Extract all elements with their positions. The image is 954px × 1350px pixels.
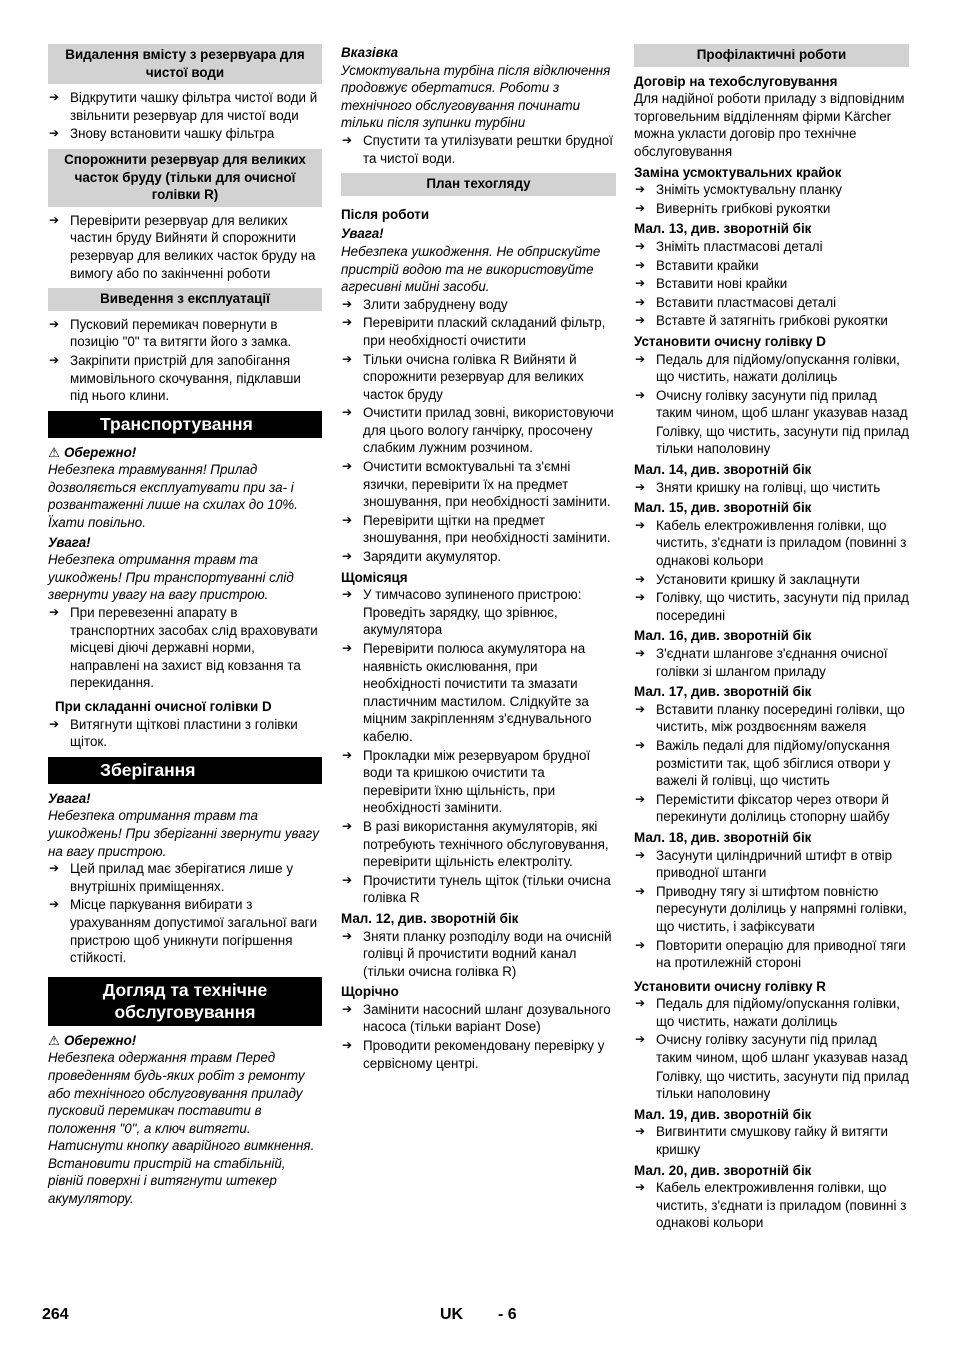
list-item: ➔ Виверніть грибкові рукоятки xyxy=(634,200,909,218)
list-item: ➔ Засунути циліндричний штифт в отвір приводної штанги xyxy=(634,847,909,882)
heading-empty-debris-tank: Спорожнити резервуар для великих часток бруду (тільки для очисної голівки R) xyxy=(48,149,322,207)
list-item: ➔ У тимчасово зупиненого пристрою: Проведіть зарядку, що зрівнює, акумулятора xyxy=(341,586,616,639)
heading-fig-16: Мал. 16, див. зворотній бік xyxy=(634,628,812,644)
list-item: ➔ Спустити та утилізувати рештки брудної та чистої води. xyxy=(341,132,616,167)
list-item: ➔ Установити кришку й заклацнути xyxy=(634,571,909,589)
list-fig-16 xyxy=(634,645,909,680)
care-caution-label: ⚠ Обережно! xyxy=(48,1032,137,1048)
list-item: ➔ Очисну голівку засунути під прилад таким чином, щоб шланг указував назад xyxy=(634,387,909,422)
list-fig-20 xyxy=(634,1179,909,1232)
heading-maintenance-plan: План техогляду xyxy=(341,173,616,196)
list-fig-12 xyxy=(341,928,616,981)
heading-decommission: Виведення з експлуатації xyxy=(48,288,322,311)
list-item: ➔ Злити забруднену воду xyxy=(341,296,616,314)
list-storage xyxy=(48,860,322,967)
list-item: ➔ Замінити насосний шланг дозувального насоса (тільки варіант Dose) xyxy=(341,1001,616,1036)
heading-install-d: Установити очисну голівку D xyxy=(634,333,826,349)
contract-text: Для надійної роботи приладу з відповідним торговельним відділенням фірми Kärcher можна укласти договір про технічне обслуговування xyxy=(634,91,905,159)
after-attention-label: Увага! xyxy=(341,226,384,242)
list-item: ➔ Закріпити пристрій для запобігання мимовільного скочування, підклавши під нього клини. xyxy=(48,352,322,405)
list-item: ➔ Очисну голівку засунути під прилад таким чином, щоб шланг указував назад xyxy=(634,1031,909,1066)
list-item: ➔ Вигвинтити смушкову гайку й витягти кришку xyxy=(634,1123,909,1158)
heading-monthly: Щомісяця xyxy=(341,569,408,585)
list-item: ➔ Педаль для підйому/опускання голівки, що чистить, нажати долілиць xyxy=(634,995,909,1030)
list-item: ➔ Кабель електроживлення голівки, що чистить, з'єднати із приладом (повинні з однакові кольори xyxy=(634,517,909,570)
list-item: ➔ Відкрутити чашку фільтра чистої води й звільнити резервуар для чистої води xyxy=(48,89,322,124)
column-right xyxy=(634,44,909,1233)
heading-fig-12: Мал. 12, див. зворотній бік xyxy=(341,910,519,926)
list-item: ➔ Вставити пластмасові деталі xyxy=(634,294,909,312)
heading-contract: Договір на техобслуговування xyxy=(634,73,838,89)
list-transport xyxy=(48,604,322,692)
warning-triangle-icon: ⚠ xyxy=(48,1032,61,1048)
after-attention-text: Небезпека ушкодження. Не обприскуйте пристрій водою та не використовуйте агресивні мийні засоби. xyxy=(341,243,601,295)
heading-yearly: Щорічно xyxy=(341,984,399,1000)
list-item: ➔ Зніміть усмоктувальну планку xyxy=(634,181,909,199)
heading-after-work: Після роботи xyxy=(341,206,430,222)
list-item: ➔ Вставте й затягніть грибкові рукоятки xyxy=(634,312,909,330)
list-item: ➔ Очистити прилад зовні, використовуючи для цього вологу ганчірку, просочену слабким лужним розчином. xyxy=(341,404,616,457)
storage-attention-text: Небезпека отримання травм та ушкоджень! При зберіганні звернути увагу на вагу пристрою. xyxy=(48,808,319,859)
install-d-note: Голівку, що чистить, засунути під прилад тільки наполовину xyxy=(656,423,909,457)
heading-fold-head: При складанні очисної голівки D xyxy=(55,699,272,714)
list-fig-13 xyxy=(634,238,909,330)
list-item: ➔ Перевірити щітки на предмет зношування, при необхідності замінити. xyxy=(341,512,616,547)
list-item: ➔ Зняти кришку на голівці, що чистить xyxy=(634,479,909,497)
heading-preventive: Профілактичні роботи xyxy=(634,44,909,67)
list-fig-17 xyxy=(634,701,909,826)
list-monthly xyxy=(341,586,616,907)
list-item: ➔ При перевезенні апарату в транспортних засобах слід враховувати місцеві діючі державні норми, направлені на захист від ковзання та перекидання. xyxy=(48,604,322,692)
column-left xyxy=(48,44,322,1208)
list-yearly xyxy=(341,1001,616,1072)
list-item: ➔ Місце паркування вибирати з урахуванням допустимої загальної ваги пристрою щоб уникнути погіршення стійкості. xyxy=(48,896,322,966)
heading-empty-clean-tank: Видалення вмісту з резервуара для чистої води xyxy=(48,44,322,84)
note-text: Усмоктувальна турбіна після відключення продовжує обертатися. Роботи з технічного обслуговування починати тільки після зупинки турбіни xyxy=(341,62,611,131)
list-after-work xyxy=(341,296,616,566)
heading-fig-18: Мал. 18, див. зворотній бік xyxy=(634,829,812,845)
list-install-r xyxy=(634,995,909,1066)
list-item: ➔ Кабель електроживлення голівки, що чистить, з'єднати із приладом (повинні з однакові кольори xyxy=(634,1179,909,1232)
care-caution-text: Небезпека одержання травм Перед проведенням будь-яких робіт з ремонту або технічного обслуговування приладу пусковий перемикач поставити в положення "0", а ключ витягти. Натиснути кнопку аварійного вимкнення. xyxy=(48,1050,315,1154)
section-transport-title: Транспортування xyxy=(48,411,322,438)
note-label: Вказівка xyxy=(341,45,399,60)
list-decommission xyxy=(48,316,322,405)
list-empty-clean-tank xyxy=(48,89,322,143)
list-item: ➔ Вставити крайки xyxy=(634,257,909,275)
list-item: ➔ Зарядити акумулятор. xyxy=(341,548,616,566)
list-item: ➔ Перевірити плаский складаний фільтр, при необхідності очистити xyxy=(341,314,616,349)
list-item: ➔ Проводити рекомендовану перевірку у сервісному центрі. xyxy=(341,1037,616,1072)
heading-fig-14: Мал. 14, див. зворотній бік xyxy=(634,462,812,478)
list-item: ➔ Повторити операцію для приводної тяги на протилежній стороні xyxy=(634,937,909,972)
page-sub-number: - 6 xyxy=(498,1306,517,1323)
list-item: ➔ Перевірити резервуар для великих частин бруду Вийняти й спорожнити резервуар для великих часток бруду на вимогу або по закінченні роботи xyxy=(48,212,322,282)
list-item: ➔ Тільки очисна голівка R Вийняти й спорожнити резервуар для великих часток бруду xyxy=(341,351,616,404)
warning-triangle-icon: ⚠ xyxy=(48,444,61,460)
attention-text: Небезпека отримання травм та ушкоджень! При транспортуванні слід звернути увагу на вагу пристрою. xyxy=(48,552,294,603)
heading-fig-17: Мал. 17, див. зворотній бік xyxy=(634,684,812,700)
section-care-title: Догляд та технічне обслуговування xyxy=(48,977,322,1026)
care-caution-text-2: Встановити пристрій на стабільній, рівній поверхні і витягнути штекер акумулятору. xyxy=(48,1155,286,1207)
heading-install-r: Установити очисну голівку R xyxy=(634,978,826,994)
list-fig-18 xyxy=(634,847,909,972)
page-number: 264 xyxy=(42,1306,69,1323)
list-empty-debris-tank xyxy=(48,212,322,282)
list-item: ➔ Пусковий перемикач повернути в позицію "0" та витягти його з замка. xyxy=(48,316,322,351)
heading-fig-20: Мал. 20, див. зворотній бік xyxy=(634,1162,812,1178)
list-item: ➔ З'єднати шлангове з'єднання очисної голівки зі шлангом приладу xyxy=(634,645,909,680)
list-item: ➔ Зняти планку розподілу води на очисній голівці й прочистити водний канал (тільки очисна голівка R) xyxy=(341,928,616,981)
list-fig-19 xyxy=(634,1123,909,1158)
section-storage-title: Зберігання xyxy=(48,757,322,784)
heading-fig-15: Мал. 15, див. зворотній бік xyxy=(634,500,812,516)
language-code: UK xyxy=(440,1306,464,1323)
caution-label: ⚠ Обережно! xyxy=(48,444,137,460)
column-middle xyxy=(341,44,616,1073)
list-item: ➔ Педаль для підйому/опускання голівки, що чистить, нажати долілиць xyxy=(634,351,909,386)
list-item: ➔ В разі використання акумуляторів, які потребують технічного обслуговування, перевірити щільність електроліту. xyxy=(341,818,616,871)
list-item: ➔ Перевірити полюса акумулятора на наявність окислювання, при необхідності почистити та змазати пластичним мастилом. Слідкуйте за міцним закріпленням з'єднувального кабелю. xyxy=(341,640,616,746)
list-fig-14 xyxy=(634,479,909,497)
list-item: ➔ Зніміть пластмасові деталі xyxy=(634,238,909,256)
list-fig-15 xyxy=(634,517,909,625)
list-item: ➔ Прокладки між резервуаром брудної води та кришкою очистити та перевірити їхню щільність, при необхідності замінити. xyxy=(341,747,616,817)
list-item: ➔ Витягнути щіткові пластини з голівки щіток. xyxy=(48,716,322,751)
attention-label: Увага! xyxy=(48,534,91,550)
heading-fig-13: Мал. 13, див. зворотній бік xyxy=(634,221,812,237)
list-install-d xyxy=(634,351,909,422)
caution-text: Небезпека травмування! Прилад дозволяється експлуатувати при за- і розвантаженні лише на схилах до 10%. Їхати повільно. xyxy=(48,462,298,531)
list-fold-head xyxy=(48,716,322,751)
storage-attention-label: Увага! xyxy=(48,790,91,806)
list-item: ➔ Вставити нові крайки xyxy=(634,275,909,293)
list-item: ➔ Приводну тягу зі штифтом повністю пересунути долілиць у напрямні голівки, що чистить, і зафіксувати xyxy=(634,883,909,936)
list-item: ➔ Знову встановити чашку фільтра xyxy=(48,125,322,143)
install-r-note: Голівку, що чистить, засунути під прилад тільки наполовину xyxy=(656,1068,909,1102)
list-item: ➔ Цей прилад має зберігатися лише у внутрішніх приміщеннях. xyxy=(48,860,322,895)
list-replace-lips xyxy=(634,181,909,217)
list-item: ➔ Важіль педалі для підйому/опускання розмістити так, щоб збіглися отвори у важелі й голівці, що чистить xyxy=(634,737,909,790)
list-item: ➔ Прочистити тунель щіток (тільки очисна голівка R xyxy=(341,872,616,907)
list-note xyxy=(341,132,616,167)
list-item: ➔ Очистити всмоктувальні та з'ємні язички, перевірити їх на предмет зношування, при необхідності замінити. xyxy=(341,458,616,511)
list-item: ➔ Голівку, що чистить, засунути під прилад посередині xyxy=(634,589,909,624)
heading-replace-lips: Заміна усмоктувальних крайок xyxy=(634,164,842,180)
list-item: ➔ Вставити планку посередині голівки, що чистить, між роздвоєнням важеля xyxy=(634,701,909,736)
heading-fig-19: Мал. 19, див. зворотній бік xyxy=(634,1106,812,1122)
list-item: ➔ Перемістити фіксатор через отвори й перекинути долілиць стопорну шайбу xyxy=(634,791,909,826)
